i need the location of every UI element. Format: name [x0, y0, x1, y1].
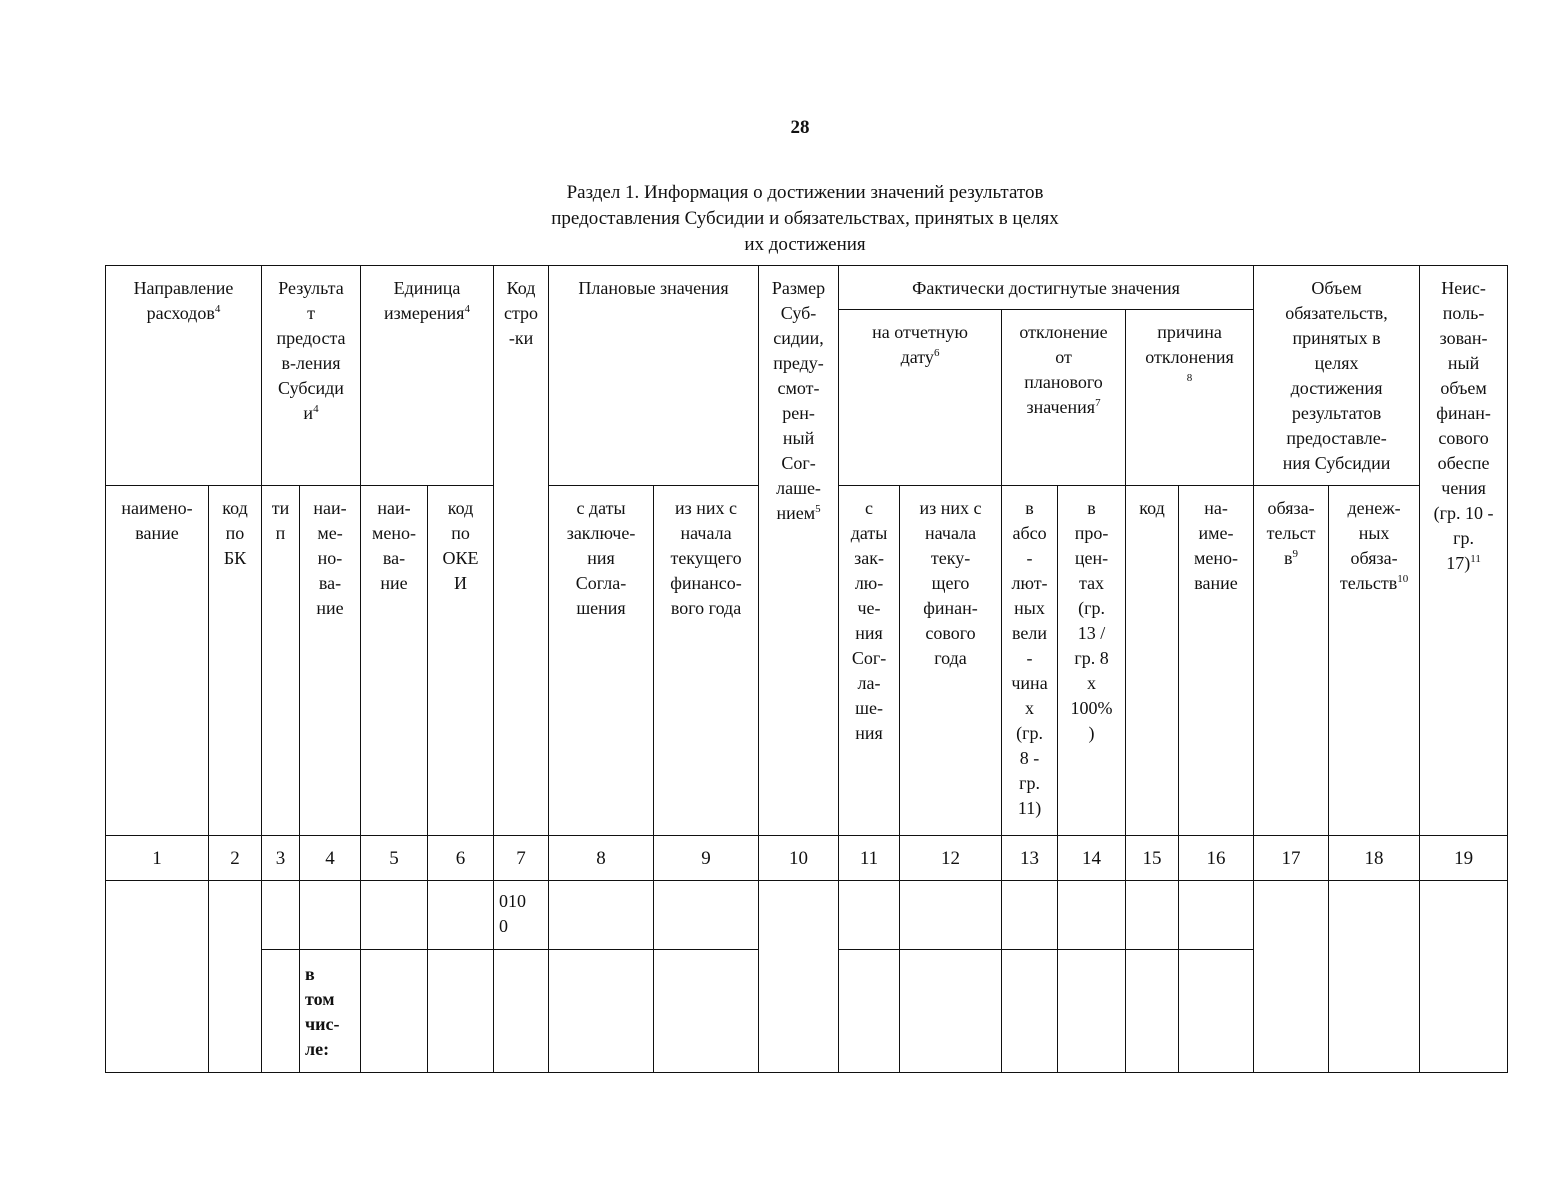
header-kod: код: [1126, 486, 1179, 836]
cell-naimenovanie-prichiny: [1179, 881, 1254, 950]
column-number: 13: [1002, 836, 1058, 881]
header-planovye: Плановые значения: [549, 266, 759, 486]
cell-fakt-s-daty: [839, 950, 900, 1073]
cell-naimenovanie-rezultata: [300, 881, 361, 950]
header-naimenovanie: наимено- вание: [106, 486, 209, 836]
title-line: предоставления Субсидии и обязательствах, принятых в целях: [551, 208, 1059, 229]
header-neispolzovanny: Неис- поль- зован- ный объем финан- сового обеспе чения (гр. 10 - гр. 17)$^{11}$: [1420, 266, 1508, 836]
header-tip: ти п: [262, 486, 300, 836]
cell-v-procentah: [1058, 950, 1126, 1073]
column-number: 9: [654, 836, 759, 881]
header-plan-s-daty: с даты заключе- ния Согла- шения: [549, 486, 654, 836]
report-table: [105, 265, 1508, 1073]
header-plan-iz-nih: из них с начала текущего финансо- вого года: [654, 486, 759, 836]
column-number: 7: [494, 836, 549, 881]
header-denezhnyh: денеж- ных обяза- тельств$^{10}$: [1329, 486, 1420, 836]
column-number: 19: [1420, 836, 1508, 881]
cell-naimenovanie: [106, 881, 209, 1073]
header-rezultat: Результа т предоста в-ления Субсиди $и^4$: [262, 266, 361, 486]
column-number: 10: [759, 836, 839, 881]
header-razmer: Размер Суб- сидии, преду- смот- рен- ный Сог- лаше- нием$^5$: [759, 266, 839, 836]
cell-fakt-iz-nih: [900, 881, 1002, 950]
cell-kod-stroki: [494, 950, 549, 1073]
column-number: 3: [262, 836, 300, 881]
cell-plan-s-daty: [549, 950, 654, 1073]
cell-v-absolyutnyh: [1002, 950, 1058, 1073]
cell-obyazatelstv: [1254, 881, 1329, 1073]
cell-razmer: [759, 881, 839, 1073]
title-line: Раздел 1. Информация о достижении значений результатов: [566, 182, 1044, 203]
title-line: их достижения: [744, 234, 866, 255]
header-kod-po-okei: код по ОКЕ И: [428, 486, 494, 836]
section-title: [0, 180, 1550, 258]
cell-v-tom-chisle: в том чис- ле:: [300, 950, 361, 1073]
header-naimenovanie-prichiny: на- име- мено- вание: [1179, 486, 1254, 836]
cell-naimenovanie-prichiny: [1179, 950, 1254, 1073]
column-number: 4: [300, 836, 361, 881]
cell-kod-stroki: 010 0: [494, 881, 549, 950]
cell-plan-iz-nih: [654, 881, 759, 950]
cell-neispolzovanny: [1420, 881, 1508, 1073]
column-number: 17: [1254, 836, 1329, 881]
cell-naimenovanie-edinicy: [361, 881, 428, 950]
header-obyazatelstv: обяза- тельст $в^9$: [1254, 486, 1329, 836]
header-prichina: причина отклонения $^8$: [1126, 310, 1254, 486]
cell-v-absolyutnyh: [1002, 881, 1058, 950]
header-fakticheski: Фактически достигнутые значения: [839, 266, 1254, 310]
cell-kod: [1126, 950, 1179, 1073]
column-number: 15: [1126, 836, 1179, 881]
column-number: 16: [1179, 836, 1254, 881]
cell-fakt-iz-nih: [900, 950, 1002, 1073]
header-v-procentah: в про- цен- тах (гр. 13 / гр. 8 х 100% ): [1058, 486, 1126, 836]
header-otklonenie: отклонение от планового значения$^7$: [1002, 310, 1126, 486]
column-number: 1: [106, 836, 209, 881]
header-obem: Объем обязательств, принятых в целях достижения результатов предоставле- ния Субсидии: [1254, 266, 1420, 486]
column-number: 11: [839, 836, 900, 881]
cell-kod-po-bk: [209, 881, 262, 1073]
column-number: 5: [361, 836, 428, 881]
column-number: 6: [428, 836, 494, 881]
cell-kod: [1126, 881, 1179, 950]
cell-kod-okei: [428, 950, 494, 1073]
cell-v-procentah: [1058, 881, 1126, 950]
column-number: 2: [209, 836, 262, 881]
cell-denezhnyh: [1329, 881, 1420, 1073]
header-v-absolyutnyh: в абсо - лют- ных вели - чина х (гр. 8 - гр. 11): [1002, 486, 1058, 836]
cell-fakt-s-daty: [839, 881, 900, 950]
header-kod-po-bk: код по БК: [209, 486, 262, 836]
cell-kod-okei: [428, 881, 494, 950]
cell-naimenovanie-edinicy: [361, 950, 428, 1073]
cell-tip: [262, 950, 300, 1073]
header-kod-stroki: Код стро -ки: [494, 266, 549, 836]
header-napravlenie: Направление расходов$^4$: [106, 266, 262, 486]
page-number: 28: [790, 117, 810, 138]
column-number: 18: [1329, 836, 1420, 881]
column-number: 8: [549, 836, 654, 881]
cell-plan-s-daty: [549, 881, 654, 950]
header-fakt-iz-nih: из них с начала теку- щего финан- сового года: [900, 486, 1002, 836]
header-fakt-s-daty: с даты зак- лю- че- ния Сог- ла- ше- ния: [839, 486, 900, 836]
cell-tip: [262, 881, 300, 950]
column-number: 14: [1058, 836, 1126, 881]
cell-plan-iz-nih: [654, 950, 759, 1073]
header-naimenovanie-edinicy: наи- мено- ва- ние: [361, 486, 428, 836]
header-na-otchetnuyu: на отчетную дату$^6$: [839, 310, 1002, 486]
column-number: 12: [900, 836, 1002, 881]
header-edinica: Единица измерения$^4$: [361, 266, 494, 486]
header-naimenovanie-rezultata: наи- ме- но- ва- ние: [300, 486, 361, 836]
